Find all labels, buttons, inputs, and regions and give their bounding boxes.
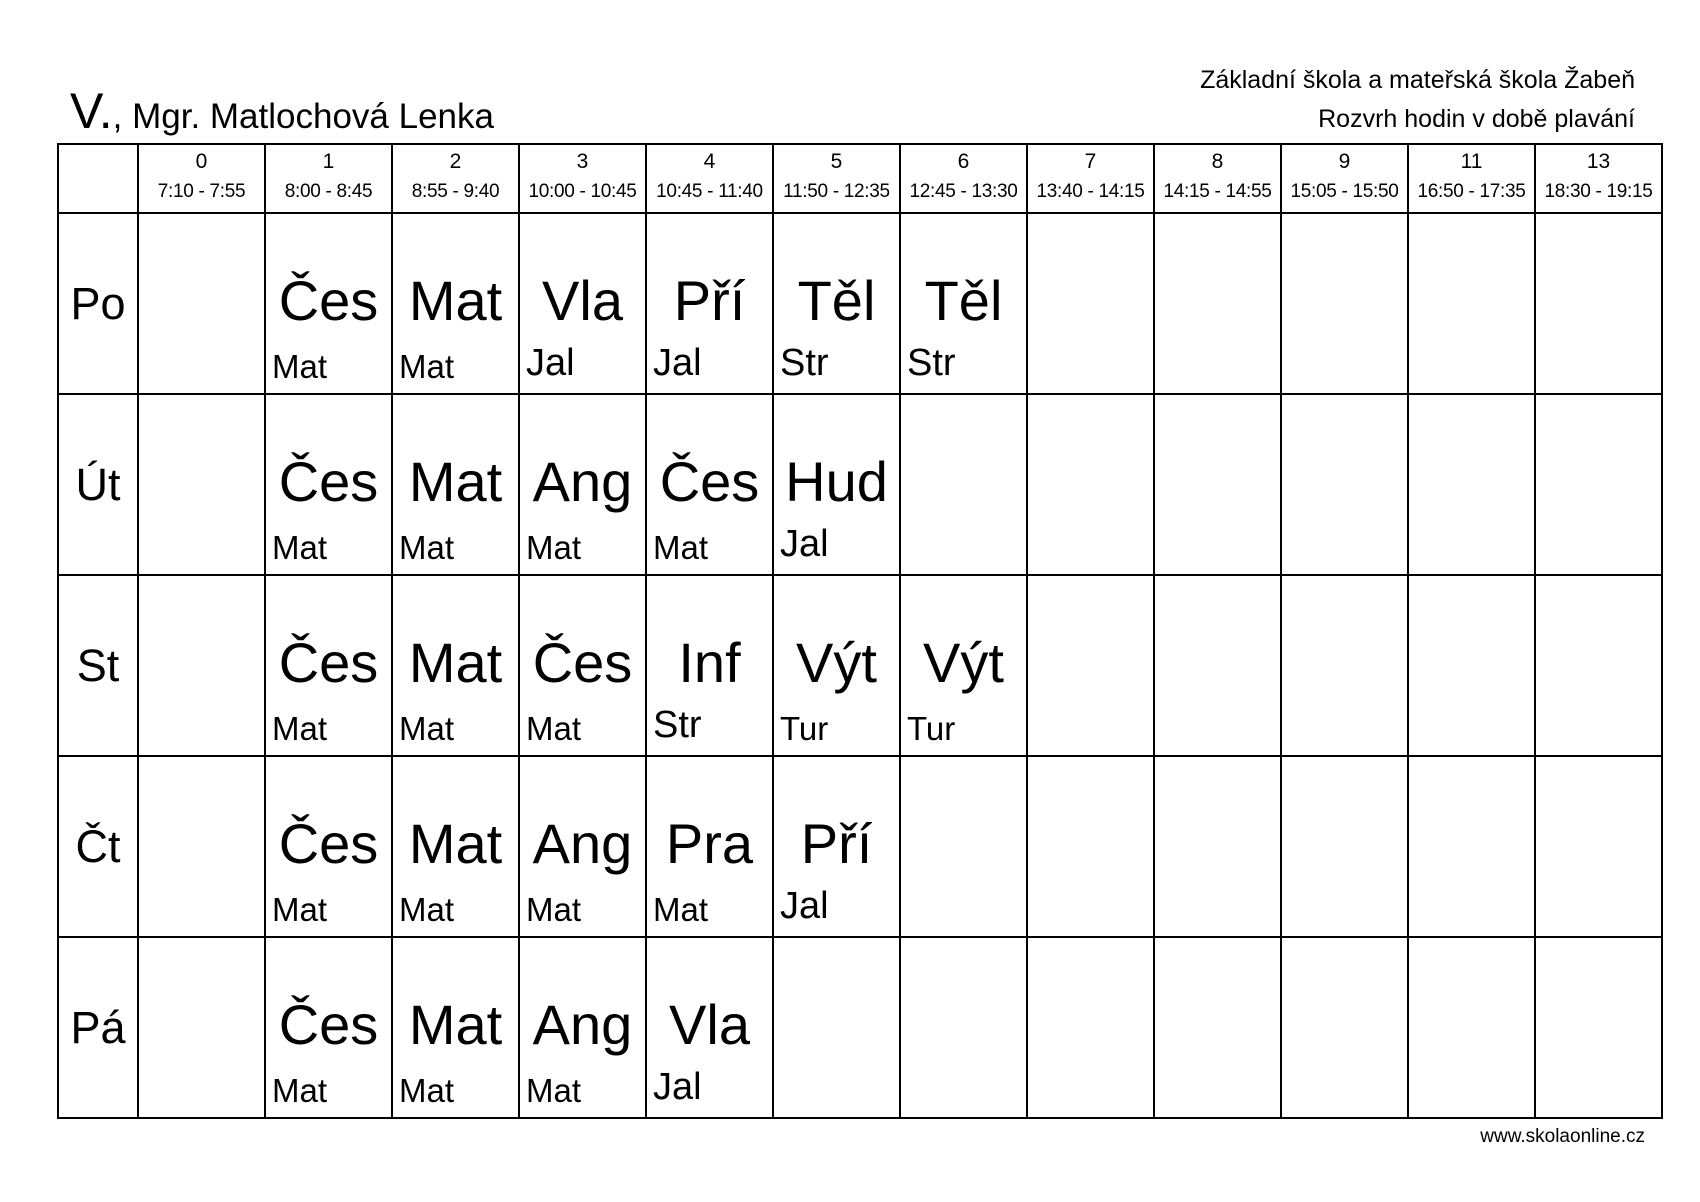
- lesson-cell: [773, 213, 900, 394]
- subject-abbrev: Mat: [408, 631, 503, 694]
- period-header: [900, 144, 1027, 213]
- empty-cell: [1154, 394, 1281, 575]
- period-number: 13: [1586, 150, 1611, 173]
- period-time: 10:45 - 11:40: [656, 181, 763, 202]
- period-number: 2: [449, 150, 462, 173]
- empty-cell: [1027, 756, 1154, 937]
- day-row: [58, 213, 1662, 394]
- teacher-abbrev: Str: [780, 342, 829, 384]
- corner-cell: [58, 144, 138, 213]
- subject-abbrev: Čes: [532, 631, 633, 694]
- period-time: 11:50 - 12:35: [783, 181, 890, 202]
- subject-abbrev: Ang: [532, 993, 633, 1056]
- period-header: [265, 144, 392, 213]
- lesson-cell: [392, 937, 519, 1118]
- period-number: 4: [703, 150, 716, 173]
- timetable: [57, 143, 1663, 1119]
- period-header: [646, 144, 773, 213]
- lesson-cell: [519, 394, 646, 575]
- lesson-cell: [392, 756, 519, 937]
- lesson-cell: [265, 213, 392, 394]
- period-header: [773, 144, 900, 213]
- subject-abbrev: Inf: [678, 631, 741, 694]
- empty-cell: [1281, 575, 1408, 756]
- period-header: [392, 144, 519, 213]
- day-row: [58, 756, 1662, 937]
- lesson-cell: [519, 213, 646, 394]
- empty-cell: [1281, 937, 1408, 1118]
- subject-abbrev: Výt: [923, 631, 1004, 694]
- period-number: 0: [195, 150, 208, 173]
- lesson-cell: [646, 575, 773, 756]
- footer-url: www.skolaonline.cz: [1480, 1126, 1645, 1147]
- empty-cell: [1027, 937, 1154, 1118]
- lesson-cell: [265, 394, 392, 575]
- empty-cell: [1408, 575, 1535, 756]
- class-name: V.: [70, 83, 113, 139]
- lesson-cell: [646, 937, 773, 1118]
- empty-cell: [1535, 213, 1662, 394]
- subject-abbrev: Mat: [408, 450, 503, 513]
- lesson-cell: [646, 213, 773, 394]
- lesson-cell: [265, 756, 392, 937]
- empty-cell: [1535, 937, 1662, 1118]
- empty-cell: [1027, 575, 1154, 756]
- teacher-abbrev: Mat: [653, 891, 709, 928]
- teacher-abbrev: Mat: [272, 348, 328, 385]
- subject-abbrev: Mat: [408, 993, 503, 1056]
- class-teacher: , Mgr. Matlochová Lenka: [112, 97, 494, 136]
- period-number: 5: [830, 150, 843, 173]
- period-time: 7:10 - 7:55: [157, 181, 246, 202]
- empty-cell: [1535, 394, 1662, 575]
- empty-cell: [138, 213, 265, 394]
- subject-abbrev: Mat: [408, 269, 503, 332]
- day-row: [58, 937, 1662, 1118]
- class-title: [70, 82, 494, 142]
- subject-abbrev: Výt: [796, 631, 877, 694]
- subject-abbrev: Ang: [532, 812, 633, 875]
- teacher-abbrev: Jal: [780, 523, 829, 565]
- period-header: [1281, 144, 1408, 213]
- period-number: 8: [1211, 150, 1224, 173]
- period-time: 12:45 - 13:30: [909, 181, 1018, 202]
- empty-cell: [138, 394, 265, 575]
- period-time: 14:15 - 14:55: [1163, 181, 1272, 202]
- empty-cell: [1281, 756, 1408, 937]
- subject-abbrev: Čes: [659, 450, 760, 513]
- day-label: Pá: [58, 937, 138, 1118]
- subject-abbrev: Ang: [532, 450, 633, 513]
- subject-abbrev: Čes: [278, 812, 379, 875]
- lesson-cell: [773, 575, 900, 756]
- teacher-abbrev: Mat: [526, 1072, 582, 1109]
- lesson-cell: [900, 575, 1027, 756]
- period-time: 15:05 - 15:50: [1290, 181, 1399, 202]
- lesson-cell: [265, 937, 392, 1118]
- lesson-cell: [519, 575, 646, 756]
- subject-abbrev: Čes: [278, 269, 379, 332]
- period-number: 1: [322, 150, 335, 173]
- school-name: Základní škola a mateřská škola Žabeň: [1200, 66, 1635, 94]
- period-header: [138, 144, 265, 213]
- empty-cell: [1154, 213, 1281, 394]
- period-header: [1027, 144, 1154, 213]
- period-number: 11: [1460, 150, 1483, 173]
- teacher-abbrev: Mat: [399, 529, 455, 566]
- period-time: 8:55 - 9:40: [411, 181, 500, 202]
- teacher-abbrev: Mat: [653, 529, 709, 566]
- period-time: 18:30 - 19:15: [1544, 181, 1653, 202]
- teacher-abbrev: Jal: [653, 1066, 702, 1108]
- empty-cell: [900, 394, 1027, 575]
- day-label: St: [58, 575, 138, 756]
- subject-abbrev: Pří: [800, 812, 873, 875]
- lesson-cell: [519, 756, 646, 937]
- lesson-cell: [646, 756, 773, 937]
- empty-cell: [900, 756, 1027, 937]
- period-number: 6: [957, 150, 970, 173]
- period-number: 9: [1338, 150, 1351, 173]
- subject-abbrev: Mat: [408, 812, 503, 875]
- lesson-cell: [519, 937, 646, 1118]
- empty-cell: [1027, 213, 1154, 394]
- teacher-abbrev: Jal: [780, 885, 829, 927]
- teacher-abbrev: Mat: [526, 529, 582, 566]
- period-time: 10:00 - 10:45: [528, 181, 637, 202]
- teacher-abbrev: Mat: [272, 529, 328, 566]
- lesson-cell: [265, 575, 392, 756]
- teacher-abbrev: Mat: [272, 1072, 328, 1109]
- empty-cell: [1535, 575, 1662, 756]
- lesson-cell: [392, 394, 519, 575]
- teacher-abbrev: Mat: [399, 348, 455, 385]
- lesson-cell: [392, 575, 519, 756]
- empty-cell: [1154, 575, 1281, 756]
- teacher-abbrev: Str: [653, 704, 702, 746]
- teacher-abbrev: Tur: [780, 710, 829, 747]
- period-header: [1154, 144, 1281, 213]
- period-time: 8:00 - 8:45: [284, 181, 373, 202]
- empty-cell: [1408, 937, 1535, 1118]
- empty-cell: [1535, 756, 1662, 937]
- teacher-abbrev: Jal: [526, 342, 575, 384]
- period-time: 16:50 - 17:35: [1417, 181, 1526, 202]
- lesson-cell: [773, 394, 900, 575]
- day-row: [58, 575, 1662, 756]
- period-time: 13:40 - 14:15: [1036, 181, 1145, 202]
- empty-cell: [773, 937, 900, 1118]
- lesson-cell: [646, 394, 773, 575]
- lesson-cell: [773, 756, 900, 937]
- teacher-abbrev: Mat: [272, 891, 328, 928]
- period-header: [519, 144, 646, 213]
- empty-cell: [1154, 756, 1281, 937]
- teacher-abbrev: Mat: [399, 891, 455, 928]
- teacher-abbrev: Jal: [653, 342, 702, 384]
- subject-abbrev: Těl: [797, 269, 876, 332]
- period-header: [1408, 144, 1535, 213]
- lesson-cell: [900, 213, 1027, 394]
- day-label: Po: [58, 213, 138, 394]
- period-header-row: [58, 144, 1662, 213]
- teacher-abbrev: Mat: [526, 891, 582, 928]
- teacher-abbrev: Tur: [907, 710, 956, 747]
- empty-cell: [138, 575, 265, 756]
- teacher-abbrev: Mat: [526, 710, 582, 747]
- timetable-body: [58, 213, 1662, 1118]
- empty-cell: [138, 756, 265, 937]
- teacher-abbrev: Str: [907, 342, 956, 384]
- period-number: 3: [576, 150, 589, 173]
- period-header: [1535, 144, 1662, 213]
- lesson-cell: [392, 213, 519, 394]
- empty-cell: [1027, 394, 1154, 575]
- subject-abbrev: Těl: [924, 269, 1003, 332]
- empty-cell: [1154, 937, 1281, 1118]
- subject-abbrev: Vla: [542, 269, 623, 332]
- subject-abbrev: Čes: [278, 450, 379, 513]
- period-number: 7: [1084, 150, 1097, 173]
- subject-abbrev: Pří: [673, 269, 746, 332]
- day-label: Čt: [58, 756, 138, 937]
- schedule-subtitle: Rozvrh hodin v době plavání: [1318, 105, 1635, 133]
- empty-cell: [1408, 213, 1535, 394]
- subject-abbrev: Pra: [665, 812, 754, 875]
- subject-abbrev: Čes: [278, 993, 379, 1056]
- teacher-abbrev: Mat: [399, 1072, 455, 1109]
- subject-abbrev: Hud: [785, 450, 888, 513]
- day-label: Út: [58, 394, 138, 575]
- empty-cell: [1281, 394, 1408, 575]
- empty-cell: [900, 937, 1027, 1118]
- subject-abbrev: Vla: [669, 993, 750, 1056]
- empty-cell: [1408, 394, 1535, 575]
- teacher-abbrev: Mat: [399, 710, 455, 747]
- subject-abbrev: Čes: [278, 631, 379, 694]
- empty-cell: [1281, 213, 1408, 394]
- day-row: [58, 394, 1662, 575]
- empty-cell: [138, 937, 265, 1118]
- teacher-abbrev: Mat: [272, 710, 328, 747]
- empty-cell: [1408, 756, 1535, 937]
